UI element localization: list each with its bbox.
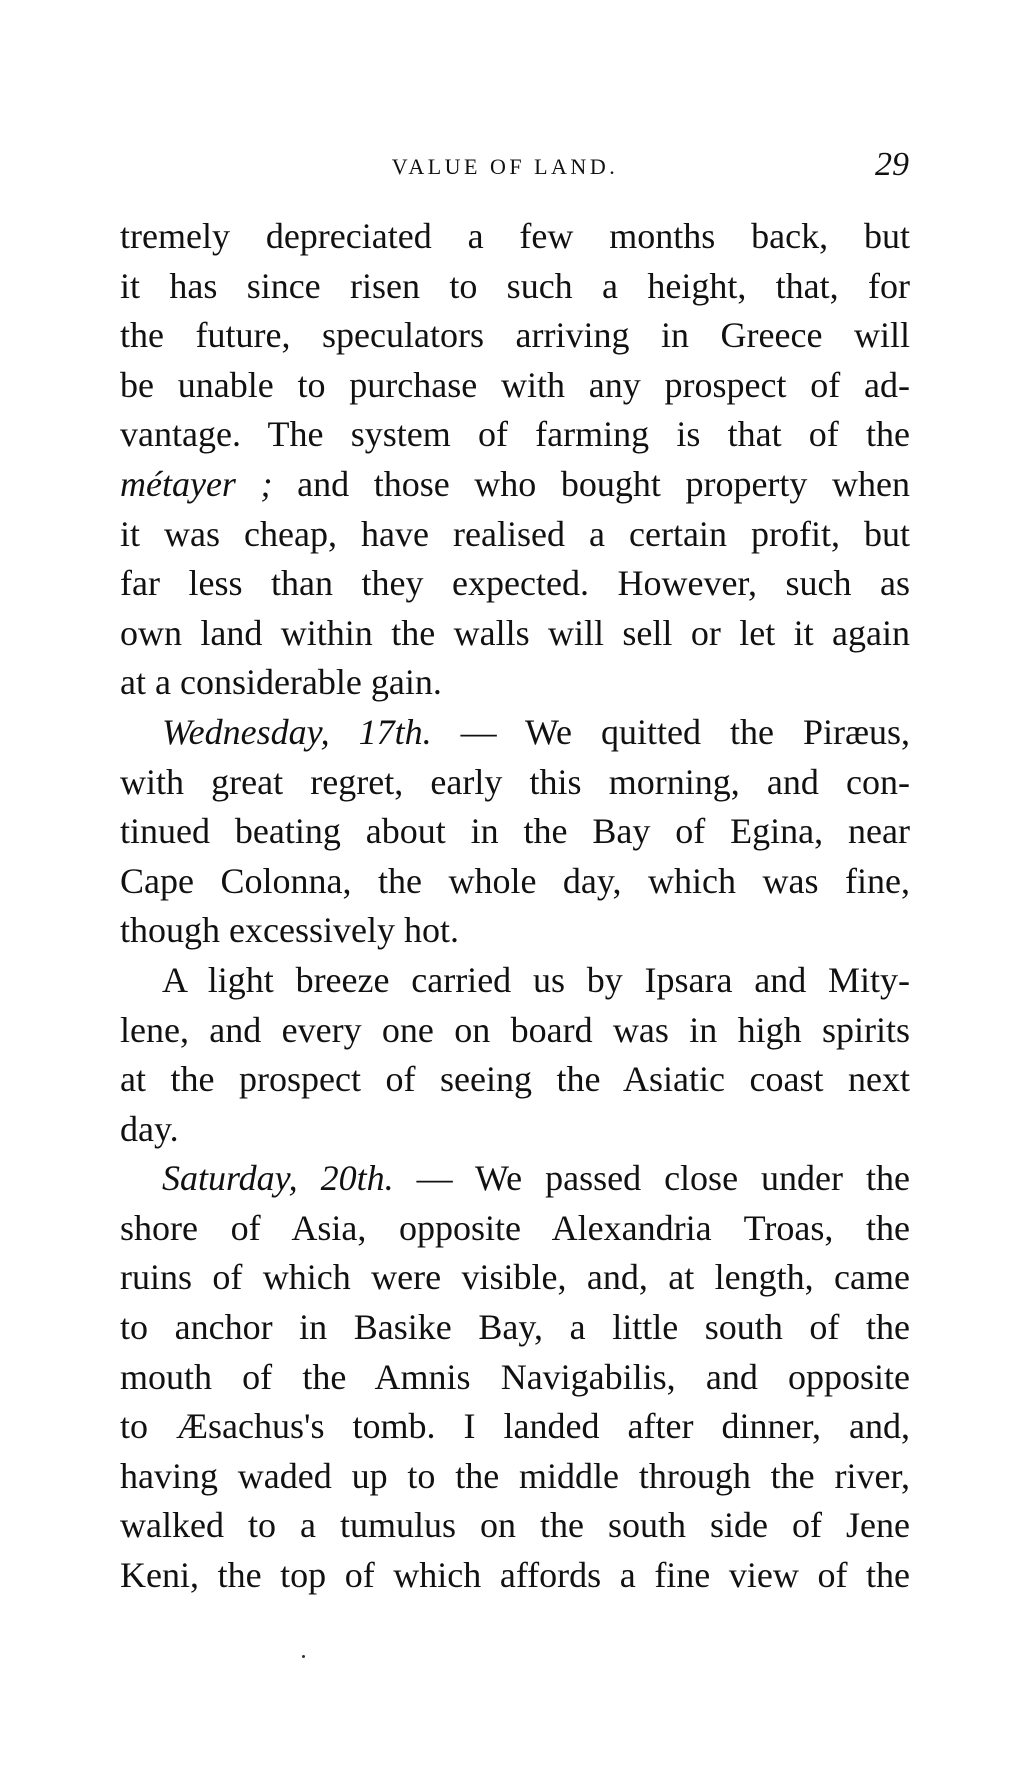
text-line xyxy=(120,1006,910,1056)
text-line xyxy=(120,658,910,708)
text-line-content xyxy=(120,1555,910,1595)
text-line xyxy=(120,510,910,560)
text-line xyxy=(120,311,910,361)
line-text: ruins of which were visible, and, at length, came xyxy=(120,1257,910,1298)
line-text: with great regret, early this morning, and con- xyxy=(120,761,910,802)
line-text: at a considerable gain. xyxy=(120,662,442,703)
text-line xyxy=(120,1204,910,1254)
text-line xyxy=(120,361,910,411)
text-line xyxy=(120,758,910,808)
line-text: it was cheap, have realised a certain profit, but xyxy=(120,513,910,554)
text-line-content xyxy=(120,1109,179,1149)
line-text: shore of Asia, opposite Alexandria Troas, the xyxy=(120,1207,910,1248)
text-line-content xyxy=(120,762,910,802)
text-line xyxy=(120,262,910,312)
text-line xyxy=(120,906,910,956)
running-head-title: VALUE OF LAND. xyxy=(391,154,619,179)
text-line xyxy=(120,460,910,510)
text-line-content xyxy=(120,1010,910,1050)
text-line-content xyxy=(120,1257,910,1297)
text-line xyxy=(120,1303,910,1353)
text-line xyxy=(120,1253,910,1303)
line-text: be unable to purchase with any prospect of ad- xyxy=(120,364,910,405)
text-line xyxy=(120,708,910,758)
line-text: — We quitted the Piræus, xyxy=(431,711,910,752)
text-line xyxy=(120,956,910,1006)
text-line xyxy=(120,1353,910,1403)
line-text: Cape Colonna, the whole day, which was fine, xyxy=(120,860,910,901)
text-line xyxy=(120,559,910,609)
text-line xyxy=(120,1452,910,1502)
text-line xyxy=(120,1055,910,1105)
body-text xyxy=(120,212,910,1601)
line-text: and those who bought property when xyxy=(272,463,910,504)
line-text: the future, speculators arriving in Greece will xyxy=(120,315,910,356)
text-line xyxy=(120,1501,910,1551)
text-line-content xyxy=(120,464,910,504)
italic-text: Wednesday, 17th. xyxy=(162,711,432,752)
line-text: it has since risen to such a height, that, for xyxy=(120,265,910,306)
text-line-content xyxy=(120,1505,910,1545)
line-text: own land within the walls will sell or let it again xyxy=(120,612,910,653)
italic-text: Saturday, 20th. xyxy=(162,1158,394,1199)
text-line-content xyxy=(120,1059,910,1099)
line-text: tinued beating about in the Bay of Egina, near xyxy=(120,811,910,852)
line-text: A light breeze carried us by Ipsara and Mity- xyxy=(162,959,910,1000)
text-line xyxy=(120,1105,910,1155)
text-line-content xyxy=(120,910,459,950)
line-text: at the prospect of seeing the Asiatic coast next xyxy=(120,1059,910,1100)
text-line-content xyxy=(162,1158,910,1198)
text-line-content xyxy=(120,365,910,405)
text-line xyxy=(120,1551,910,1601)
text-line-content xyxy=(120,662,442,702)
text-line-content xyxy=(120,216,910,256)
text-line-content xyxy=(120,1357,910,1397)
running-head xyxy=(0,146,1025,194)
text-line-content xyxy=(120,1208,910,1248)
text-line-content xyxy=(120,563,910,603)
text-line-content xyxy=(120,613,910,653)
line-text: far less than they expected. However, such as xyxy=(120,563,910,604)
line-text: having waded up to the middle through the river, xyxy=(120,1455,910,1496)
text-line-content xyxy=(120,514,910,554)
text-line-content xyxy=(120,414,910,454)
text-line-content xyxy=(162,960,910,1000)
line-text: tremely depreciated a few months back, but xyxy=(120,216,910,256)
text-line-content xyxy=(120,1456,910,1496)
text-line xyxy=(120,1154,910,1204)
text-line-content xyxy=(120,315,910,355)
text-line-content xyxy=(120,266,910,306)
line-text: vantage. The system of farming is that of the xyxy=(120,414,910,455)
page-number: 29 xyxy=(875,146,909,183)
line-text: lene, and every one on board was in high spirits xyxy=(120,1009,910,1050)
text-line xyxy=(120,857,910,907)
line-text: Keni, the top of which affords a fine view of the xyxy=(120,1555,910,1596)
text-line-content xyxy=(120,1307,910,1347)
text-line xyxy=(120,807,910,857)
italic-text: métayer ; xyxy=(120,463,273,504)
text-line xyxy=(120,609,910,659)
line-text: day. xyxy=(120,1108,179,1149)
line-text: to anchor in Basike Bay, a little south of the xyxy=(120,1307,910,1348)
text-line-content xyxy=(120,811,910,851)
line-text: walked to a tumulus on the south side of Jene xyxy=(120,1505,910,1546)
line-text: to Æsachus's tomb. I landed after dinner, and, xyxy=(120,1406,910,1447)
text-line-content xyxy=(162,712,910,752)
line-text: though excessively hot. xyxy=(120,910,459,951)
text-line xyxy=(120,1402,910,1452)
print-speck xyxy=(302,1655,305,1658)
line-text: — We passed close under the xyxy=(393,1158,910,1199)
text-line-content xyxy=(120,1406,910,1446)
text-line xyxy=(120,212,910,262)
text-line xyxy=(120,410,910,460)
line-text: mouth of the Amnis Navigabilis, and opposite xyxy=(120,1356,910,1397)
text-line-content xyxy=(120,861,910,901)
